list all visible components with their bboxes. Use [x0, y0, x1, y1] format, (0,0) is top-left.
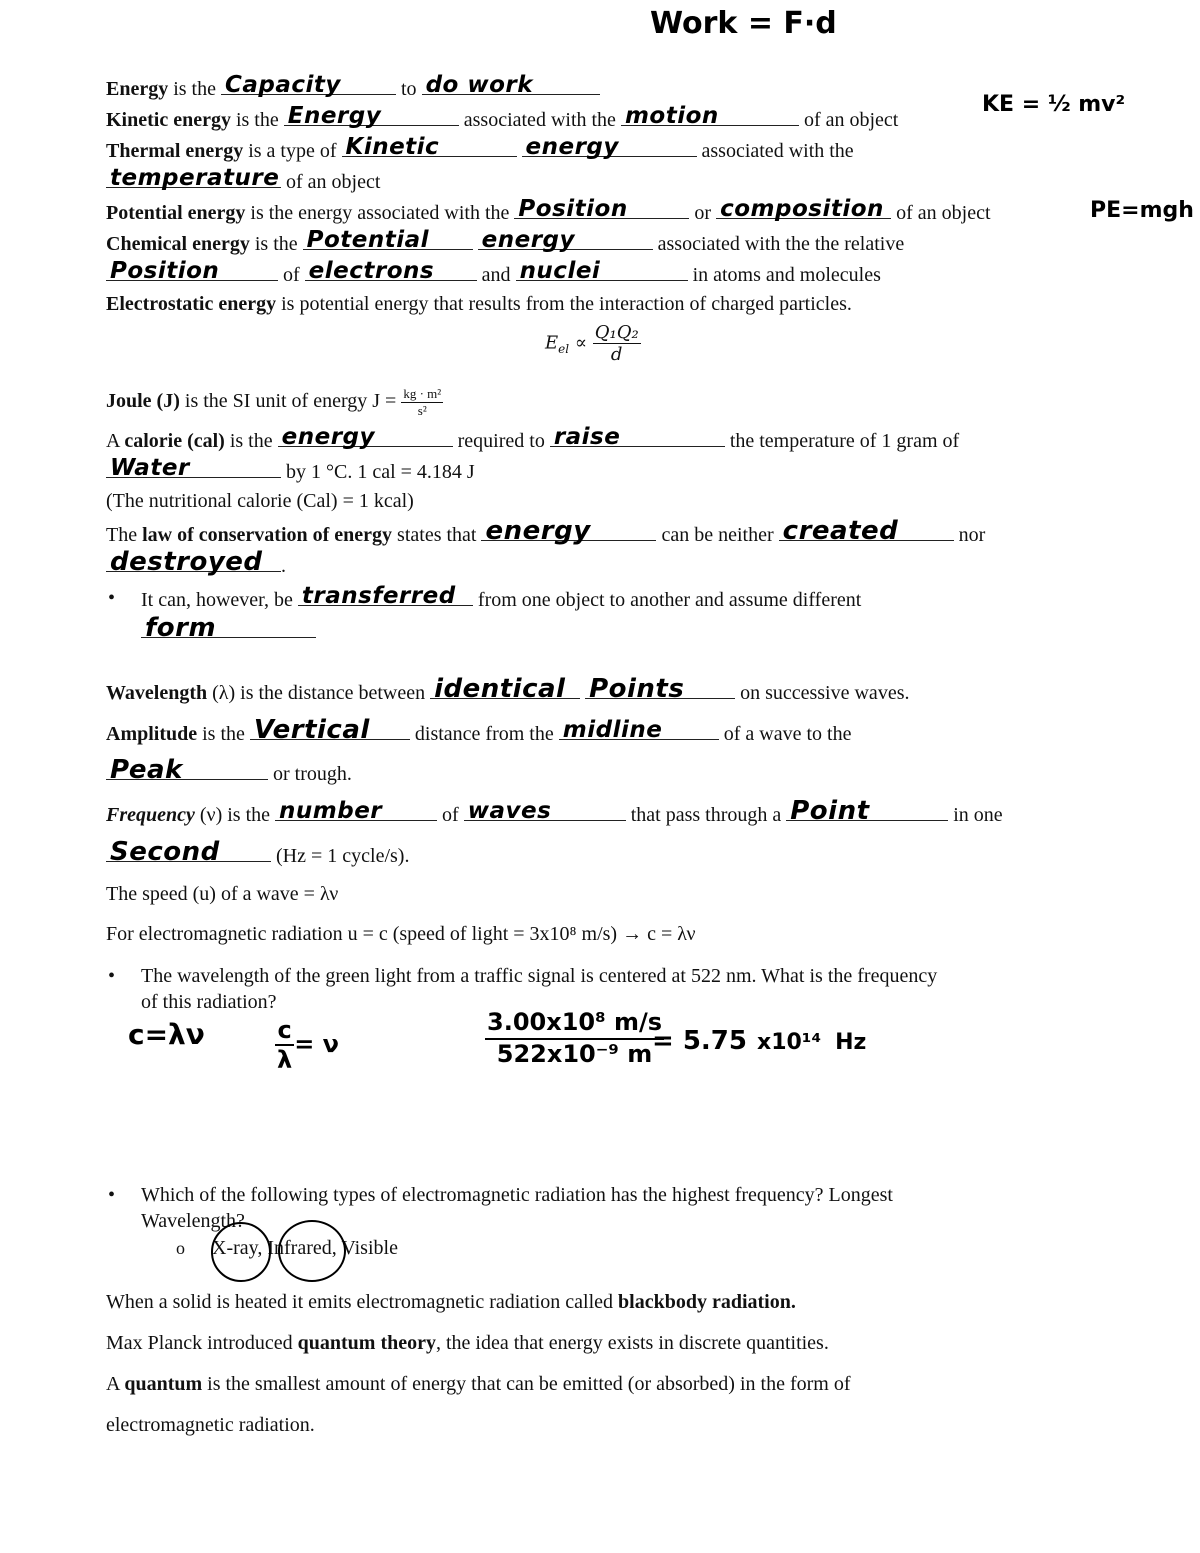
planck-quantum-theory: Max Planck introduced quantum theory, the idea that energy exists in discrete quantities.: [106, 1332, 829, 1354]
question-frequency-line-2: of this radiation?: [141, 991, 277, 1013]
blank-kinetic: Kinetic: [342, 137, 517, 157]
conservation-line-2: destroyed .: [106, 552, 286, 578]
blank-water: Water: [106, 458, 281, 478]
blank-created: created: [779, 521, 954, 541]
electrostatic-energy-definition: Electrostatic energy is potential energy that results from the interaction of charged particles.: [106, 293, 852, 315]
blank-second: Second: [106, 842, 271, 862]
blank-nuclei: nuclei: [516, 261, 688, 281]
joule-definition: Joule (J) is the SI unit of energy J = $\frac{\text{kg · m²}}{\text{s²}}$: [106, 385, 442, 418]
calorie-definition: A calorie (cal) is the energy required to raise the temperature of 1 gram of: [106, 424, 960, 452]
potential-energy-definition: Potential energy is the energy associated with the Position or composition of an object: [106, 196, 991, 224]
amplitude-line-2: Peak or trough.: [106, 760, 352, 786]
em-radiation-speed: For electromagnetic radiation u = c (speed of light = 3x10⁸ m/s) → c = λν: [106, 923, 696, 945]
calorie-line-2: Water by 1 °C. 1 cal = 4.184 J: [106, 458, 475, 484]
thermal-energy-line-2: temperature of an object: [106, 168, 380, 194]
handwritten-circle-infrared: [278, 1220, 346, 1282]
blank-points: Points: [585, 679, 735, 699]
blank-do-work: do work: [422, 75, 600, 95]
blackbody-radiation: When a solid is heated it emits electromagnetic radiation called blackbody radiation.: [106, 1291, 796, 1313]
amplitude-definition: Amplitude is the Vertical distance from the midline of a wave to the: [106, 715, 852, 745]
blank-midline: midline: [559, 720, 719, 740]
bullet-dot: •: [108, 965, 116, 987]
blank-raise: raise: [550, 427, 725, 447]
question-frequency-line-1: The wavelength of the green light from a traffic signal is centered at 522 nm. What is the frequency: [141, 965, 938, 987]
blank-number: number: [275, 801, 437, 821]
quantum-definition-line-2: electromagnetic radiation.: [106, 1414, 315, 1436]
blank-energy-3: energy: [478, 230, 653, 250]
nutritional-calorie: (The nutritional calorie (Cal) = 1 kcal): [106, 490, 414, 512]
blank-electrons: electrons: [305, 261, 477, 281]
blank-vertical: Vertical: [250, 720, 410, 740]
conservation-law: The law of conservation of energy states that energy can be neither created nor: [106, 516, 986, 546]
kinetic-energy-definition: Kinetic energy is the Energy associated with the motion of an object: [106, 103, 899, 131]
chemical-energy-line-2: Position of electrons and nuclei in atoms and molecules: [106, 261, 881, 287]
question-options: X-ray, Infrared, Visible: [212, 1237, 398, 1259]
blank-form: form: [141, 618, 316, 638]
blank-point: Point: [786, 801, 948, 821]
wave-speed: The speed (u) of a wave = λν: [106, 883, 339, 905]
handwritten-circle-xray: [211, 1222, 271, 1282]
handwritten-answer: = 5.75 x10¹⁴ Hz: [652, 1026, 867, 1056]
wavelength-definition: Wavelength (λ) is the distance between identical Points on successive waves.: [106, 674, 910, 704]
question-highest-frequency-line-2: Wavelength?: [141, 1210, 245, 1232]
blank-position: Position: [514, 199, 689, 219]
blank-energy-5: energy: [481, 521, 656, 541]
blank-transferred: transferred: [298, 586, 473, 606]
handwritten-ke-formula: KE = ½ mv²: [982, 92, 1126, 117]
frequency-definition: Frequency (ν) is the number of waves that pass through a Point in one: [106, 796, 1003, 826]
blank-destroyed: destroyed: [106, 552, 281, 572]
blank-motion: motion: [621, 106, 799, 126]
handwritten-calculation: $\frac{\text{3.00x10⁸ m/s}}{\text{522x10⁻⁹ m}}$: [487, 1008, 663, 1068]
blank-composition: composition: [716, 199, 891, 219]
blank-energy-2: energy: [522, 137, 697, 157]
handwritten-c-lambda-nu: c=λν: [128, 1018, 205, 1051]
blank-energy-4: energy: [278, 427, 453, 447]
blank-capacity: Capacity: [221, 75, 396, 95]
blank-potential: Potential: [303, 230, 473, 250]
bullet-dot: •: [108, 1184, 116, 1206]
handwritten-pe-formula: PE=mgh: [1090, 198, 1194, 223]
blank-identical: identical: [430, 679, 580, 699]
blank-temperature: temperature: [106, 168, 281, 188]
handwritten-work-formula: Work = F·d: [650, 6, 837, 41]
blank-waves: waves: [464, 801, 626, 821]
handwritten-nu-formula: $\frac{c}{\lambda}$ = ν: [277, 1016, 339, 1074]
blank-energy: Energy: [284, 106, 459, 126]
energy-definition: Energy is the Capacity to do work: [106, 75, 600, 101]
transfer-bullet: It can, however, be transferred from one object to another and assume different: [141, 583, 862, 611]
chemical-energy-definition: Chemical energy is the Potential energy associated with the the relative: [106, 227, 905, 255]
transfer-line-2: [141, 613, 316, 644]
question-highest-frequency-line-1: Which of the following types of electromagnetic radiation has the highest frequency? Longest: [141, 1184, 893, 1206]
frequency-line-2: Second (Hz = 1 cycle/s).: [106, 842, 409, 868]
blank-peak: Peak: [106, 760, 268, 780]
bullet-dot: •: [108, 587, 116, 609]
electrostatic-formula: $E_{el}$ ∝ $\frac{\text{Q₁Q₂}}{d}$: [545, 322, 639, 365]
quantum-definition: A quantum is the smallest amount of energy that can be emitted (or absorbed) in the form of: [106, 1373, 851, 1395]
sub-bullet-circle: o: [176, 1238, 185, 1258]
blank-position-2: Position: [106, 261, 278, 281]
thermal-energy-definition: Thermal energy is a type of Kinetic energy associated with the: [106, 134, 854, 162]
